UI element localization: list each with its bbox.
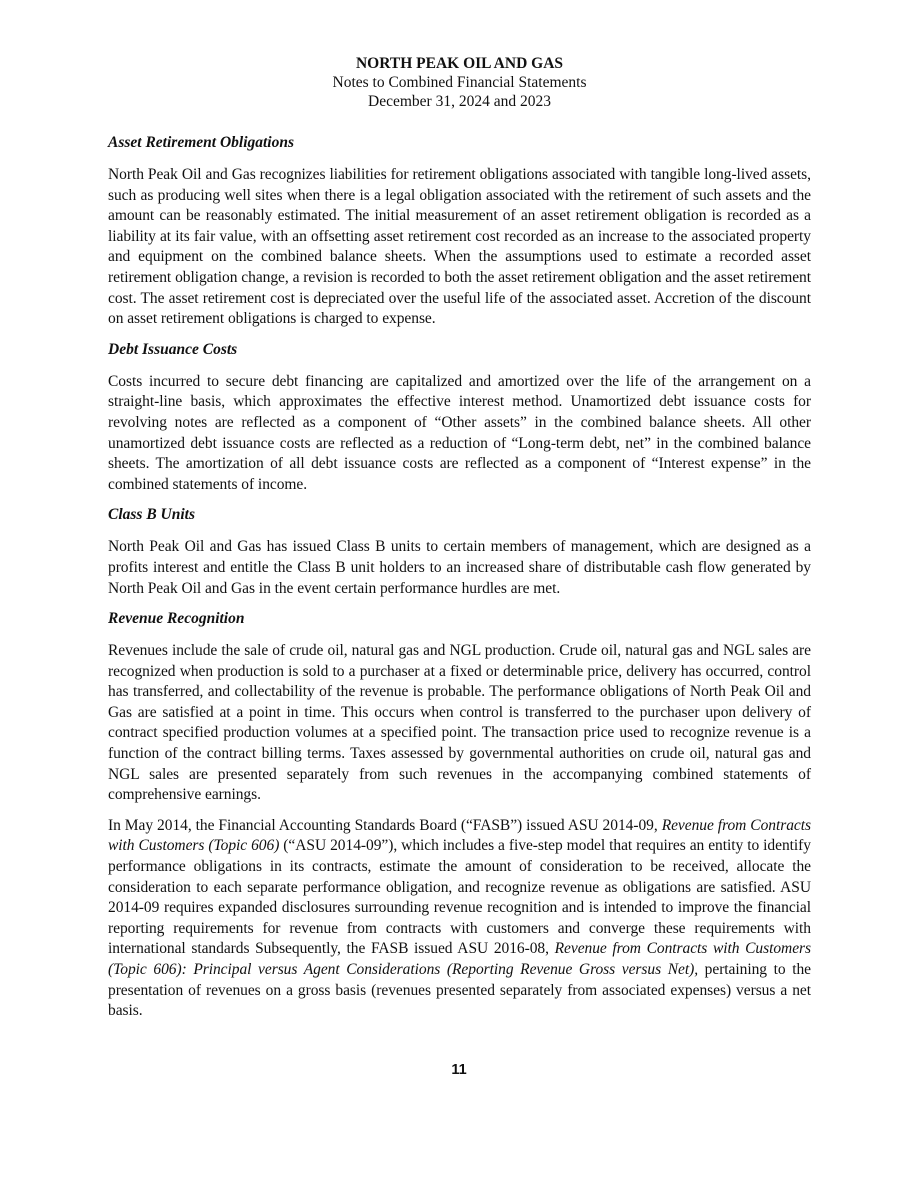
section-paragraph: North Peak Oil and Gas recognizes liabilities for retirement obligations associated with tangible long-lived assets, such as producing well sites when there is a legal obligation associated with the retirement of such assets and the amount can be reasonably estimated. The initial measurement of an asset retirement obligation is recorded as a liability at its fair value, with an offsetting asset retirement cost recorded as an increase to the associated property and equipment on the combined balance sheets. When the assumptions used to estimate a recorded asset retirement obligation change, a revision is recorded to both the asset retirement obligation and the asset retirement cost. The asset retirement cost is depreciated over the useful life of the associated asset. Accretion of the discount on asset retirement obligations is charged to expense.	[108, 166, 811, 328]
document-header	[108, 54, 811, 111]
section-revenue-recognition	[108, 609, 811, 806]
section-heading: Revenue Recognition	[108, 610, 245, 628]
document-subtitle: Notes to Combined Financial Statements	[332, 74, 587, 91]
section-heading: Asset Retirement Obligations	[108, 134, 295, 151]
asu-text-part3: pertaining to the presentation of revenues on a gross basis (revenues presented separately from associated expenses) versus a net basis.	[108, 961, 811, 1020]
document-date: December 31, 2024 and 2023	[368, 93, 551, 110]
asu-text-part1: In May 2014, the Financial Accounting Standards Board (“FASB”) issued ASU 2014-09,	[108, 816, 662, 834]
section-paragraph: North Peak Oil and Gas has issued Class B units to certain members of management, which are designed as a profits interest and entitle the Class B unit holders to an increased share of distributable cash flow generated by North Peak Oil and Gas in the event certain performance hurdles are met.	[108, 538, 811, 597]
page-number: 11	[451, 1062, 467, 1078]
section-debt-issuance	[108, 340, 811, 496]
section-heading: Debt Issuance Costs	[108, 340, 238, 358]
asu-topic-606-title: Revenue from Contracts with Customers (Topic 606)	[108, 816, 811, 855]
section-class-b-units	[108, 505, 811, 599]
section-paragraph: Revenues include the sale of crude oil, natural gas and NGL production. Crude oil, natural gas and NGL sales are recognized when production is sold to a purchaser at a fixed or determinable price, delivery has occurred, control has transferred, and collectability of the revenue is probable. The performance obligations of North Peak Oil and Gas are satisfied at a point in time. This occurs when control is transferred to the purchaser upon delivery of contract specified production volumes at a specified point. The transaction price used to recognize revenue is a function of the contract billing terms. Taxes assessed by governmental authorities on crude oil, natural gas and NGL sales are presented separately from such revenues in the accompanying combined statements of comprehensive earnings.	[108, 642, 811, 804]
section-asset-retirement	[108, 133, 811, 330]
asu-text-part2: (“ASU 2014-09”), which includes a five-step model that requires an entity to identify performance obligations in its contracts, estimate the amount of consideration to be received, allocate the consideration to each separate performance obligation, and recognize revenue as obligations are satisfied. ASU 2014-09 requires expanded disclosures surrounding revenue recognition and is intended to improve the financial reporting requirements for revenue from contracts with customers and converge these requirements with international standards Subsequently, the FASB issued ASU 2016-08,	[108, 837, 811, 958]
section-heading: Class B Units	[108, 506, 196, 524]
section-paragraph: Costs incurred to secure debt financing are capitalized and amortized over the life of the arrangement on a straight-line basis, which approximates the effective interest method. Unamortized debt issuance costs for revolving notes are reflected as a component of “Other assets” in the combined balance sheets. All other unamortized debt issuance costs are reflected as a reduction of “Long-term debt, net” in the combined balance sheets. The amortization of all debt issuance costs are reflected as a component of “Interest expense” in the combined statements of income.	[108, 372, 811, 493]
asu-2016-08-title: Revenue from Contracts with Customers (Topic 606): Principal versus Agent Considerations (Reporting Revenue Gross versus Net),	[108, 940, 811, 978]
document-page	[108, 54, 811, 1022]
company-name: NORTH PEAK OIL AND GAS	[355, 55, 564, 72]
asu-paragraph	[108, 816, 811, 1022]
